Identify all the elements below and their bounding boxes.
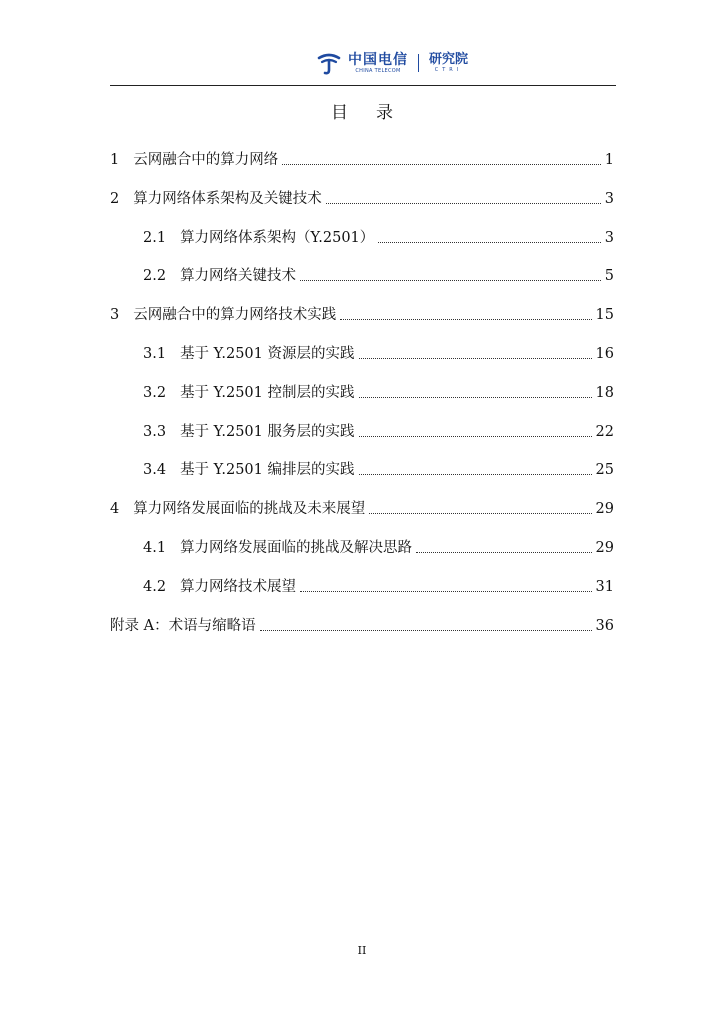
- toc-entry[interactable]: [143, 534, 614, 558]
- china-telecom-logo-icon: [316, 50, 342, 76]
- toc-entry-number: 3.4: [143, 462, 167, 479]
- institute-en-text: CTRI: [434, 67, 463, 73]
- toc-entry[interactable]: [143, 379, 614, 403]
- toc-entry-number: 4: [110, 501, 120, 518]
- toc-entry-page: 29: [595, 540, 614, 556]
- toc-dot-leader: [300, 279, 601, 281]
- toc-entry-number: 2: [110, 190, 120, 207]
- toc-entry-number: 3.3: [143, 423, 167, 440]
- toc-entry-page: 3: [604, 190, 614, 207]
- toc-entry-label: 基于 Y.2501 控制层的实践: [180, 384, 355, 401]
- toc-entry-page: 3: [604, 229, 614, 246]
- logo-en-text: CHINA TELECOM: [355, 67, 401, 74]
- toc-entry[interactable]: [110, 301, 614, 325]
- toc-entry-number: 1: [110, 152, 120, 168]
- toc-entry-number: 3: [110, 307, 120, 324]
- toc-entry[interactable]: [143, 456, 614, 480]
- logo: [316, 50, 468, 76]
- logo-cn-text: 中国电信: [348, 51, 408, 68]
- toc-entry-label: 基于 Y.2501 资源层的实践: [180, 346, 355, 362]
- toc-entry[interactable]: [110, 146, 614, 170]
- toc-entry[interactable]: [143, 573, 614, 597]
- toc-entry-page: 31: [595, 578, 614, 595]
- toc-entry-label: 云网融合中的算力网络: [133, 152, 279, 168]
- toc-entry[interactable]: [110, 495, 614, 519]
- toc-dot-leader: [359, 396, 592, 398]
- toc-entry-page: 25: [595, 462, 614, 479]
- toc-entry-page: 1: [604, 152, 614, 168]
- toc-entry-label: 算力网络体系架构及关键技术: [133, 190, 322, 207]
- header-rule: [110, 85, 616, 86]
- toc-entry-number: 3.1: [143, 346, 167, 362]
- toc-entry-number: 2.1: [143, 229, 167, 246]
- toc-entry[interactable]: [143, 340, 614, 364]
- toc-dot-leader: [260, 629, 592, 631]
- toc-dot-leader: [326, 202, 601, 204]
- toc-dot-leader: [359, 435, 592, 437]
- toc-entry-number: 4.2: [143, 578, 167, 595]
- toc-entry-page: 16: [595, 346, 614, 362]
- title-part-1: 目: [331, 103, 348, 123]
- institute-cn-text: 研究院: [429, 52, 469, 67]
- page-title: [0, 98, 724, 123]
- toc-dot-leader: [340, 318, 591, 320]
- toc-entry-page: 15: [595, 307, 614, 324]
- toc-dot-leader: [378, 241, 600, 243]
- toc-entry-number: 2.2: [143, 268, 167, 285]
- title-part-2: 录: [376, 103, 393, 123]
- toc-dot-leader: [300, 590, 591, 592]
- toc-entry-label: 附录 A：术语与缩略语: [110, 617, 256, 634]
- toc-entry-page: 22: [595, 423, 614, 440]
- toc-entry[interactable]: [110, 185, 614, 209]
- toc-entry-label: 算力网络发展面临的挑战及未来展望: [133, 501, 366, 518]
- toc-entry-label: 算力网络关键技术: [180, 268, 297, 285]
- toc-entry-label: 基于 Y.2501 编排层的实践: [180, 462, 355, 479]
- toc-entry[interactable]: [110, 612, 614, 636]
- toc-dot-leader: [359, 473, 592, 475]
- toc-dot-leader: [359, 357, 592, 359]
- toc-entry-page: 36: [595, 617, 614, 634]
- toc-entry-page: 5: [604, 268, 614, 285]
- toc-entry[interactable]: [143, 418, 614, 442]
- toc-entry-label: 算力网络体系架构（Y.2501）: [180, 229, 375, 246]
- toc-entry-page: 18: [595, 384, 614, 401]
- logo-separator: [418, 54, 419, 72]
- toc-entry-label: 云网融合中的算力网络技术实践: [133, 307, 337, 324]
- toc-entry-label: 算力网络发展面临的挑战及解决思路: [180, 540, 413, 556]
- page-number: II: [357, 944, 367, 957]
- toc-entry-page: 29: [595, 501, 614, 518]
- toc-entry-number: 4.1: [143, 540, 167, 556]
- toc-entry-label: 算力网络技术展望: [180, 578, 297, 595]
- toc-dot-leader: [282, 163, 601, 165]
- toc-entry-label: 基于 Y.2501 服务层的实践: [180, 423, 355, 440]
- toc-entry[interactable]: [143, 224, 614, 248]
- toc-dot-leader: [369, 512, 591, 514]
- toc-entry[interactable]: [143, 262, 614, 286]
- toc-dot-leader: [416, 551, 591, 553]
- toc-entry-number: 3.2: [143, 384, 167, 401]
- page-header: [0, 46, 724, 82]
